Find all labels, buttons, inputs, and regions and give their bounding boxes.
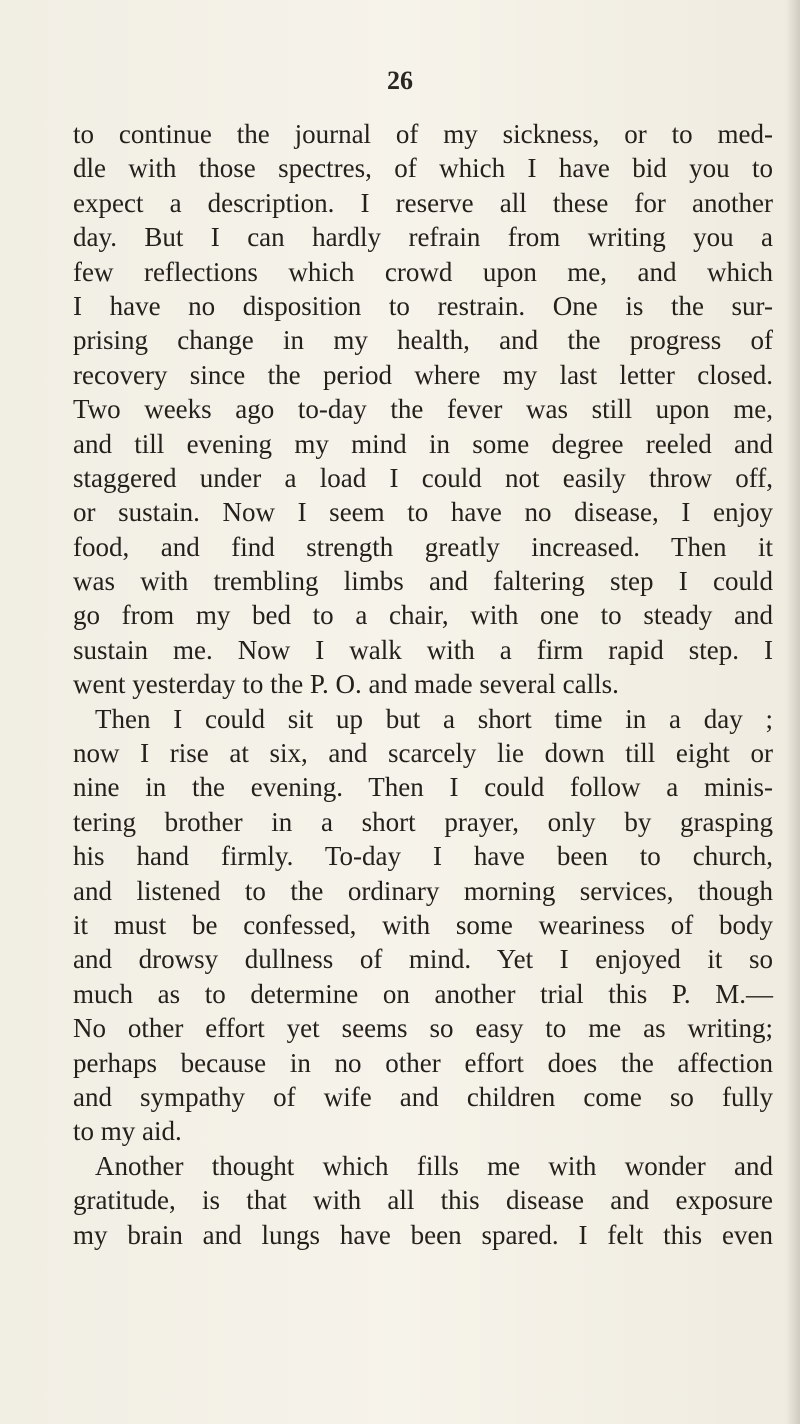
text-line: dle with those spectres, of which I have bid you to [73,153,773,184]
text-line: Two weeks ago to-day the fever was still upon me, [73,394,773,425]
text-line: nine in the evening. Then I could follow a minis- [73,772,773,803]
text-line: prising change in my health, and the progress of [73,325,773,356]
text-line: his hand firmly. To-day I have been to church, [73,841,773,872]
text-line: much as to determine on another trial this P. M.— [73,978,773,1009]
text-line: recovery since the period where my last letter closed. [73,359,773,390]
text-line: perhaps because in no other effort does the affection [73,1047,773,1078]
text-line: or sustain. Now I seem to have no disease, I enjoy [73,497,773,528]
text-line: went yesterday to the P. O. and made several calls. [73,669,619,700]
text-line: was with trembling limbs and faltering step I could [73,566,773,597]
text-line: now I rise at six, and scarcely lie down till eight or [73,738,773,769]
page-number: 26 [387,66,413,95]
text-line: No other effort yet seems so easy to me as writing; [73,1013,773,1044]
text-line: sustain me. Now I walk with a firm rapid step. I [73,634,773,665]
text-line: go from my bed to a chair, with one to steady and [73,600,773,631]
text-line: it must be confessed, with some weariness of body [73,909,773,940]
text-line: to continue the journal of my sickness, or to med- [73,119,773,149]
text-line: day. But I can hardly refrain from writing you a [73,222,773,253]
text-line: expect a description. I reserve all these for another [73,187,773,218]
text-line: and sympathy of wife and children come so fully [73,1081,773,1112]
text-line: Another thought which fills me with wonder and [95,1150,773,1181]
text-line: and drowsy dullness of mind. Yet I enjoyed it so [73,944,773,975]
text-line: food, and find strength greatly increased. Then it [73,531,773,562]
text-line: staggered under a load I could not easily throw off, [73,462,773,493]
text-line: to my aid. [73,1116,182,1147]
page-edge-shadow [786,0,800,1424]
text-line: and till evening my mind in some degree reeled and [73,428,773,459]
text-line: gratitude, is that with all this disease and exposure [73,1185,773,1216]
text-line: Then I could sit up but a short time in a day ; [95,703,773,734]
text-line: and listened to the ordinary morning services, though [73,875,773,906]
text-line: I have no disposition to restrain. One is the sur- [73,290,773,321]
text-line: my brain and lungs have been spared. I felt this even [73,1219,773,1250]
text-line: tering brother in a short prayer, only by grasping [73,806,773,837]
text-line: few reflections which crowd upon me, and which [73,256,773,287]
body-text [73,117,773,1252]
